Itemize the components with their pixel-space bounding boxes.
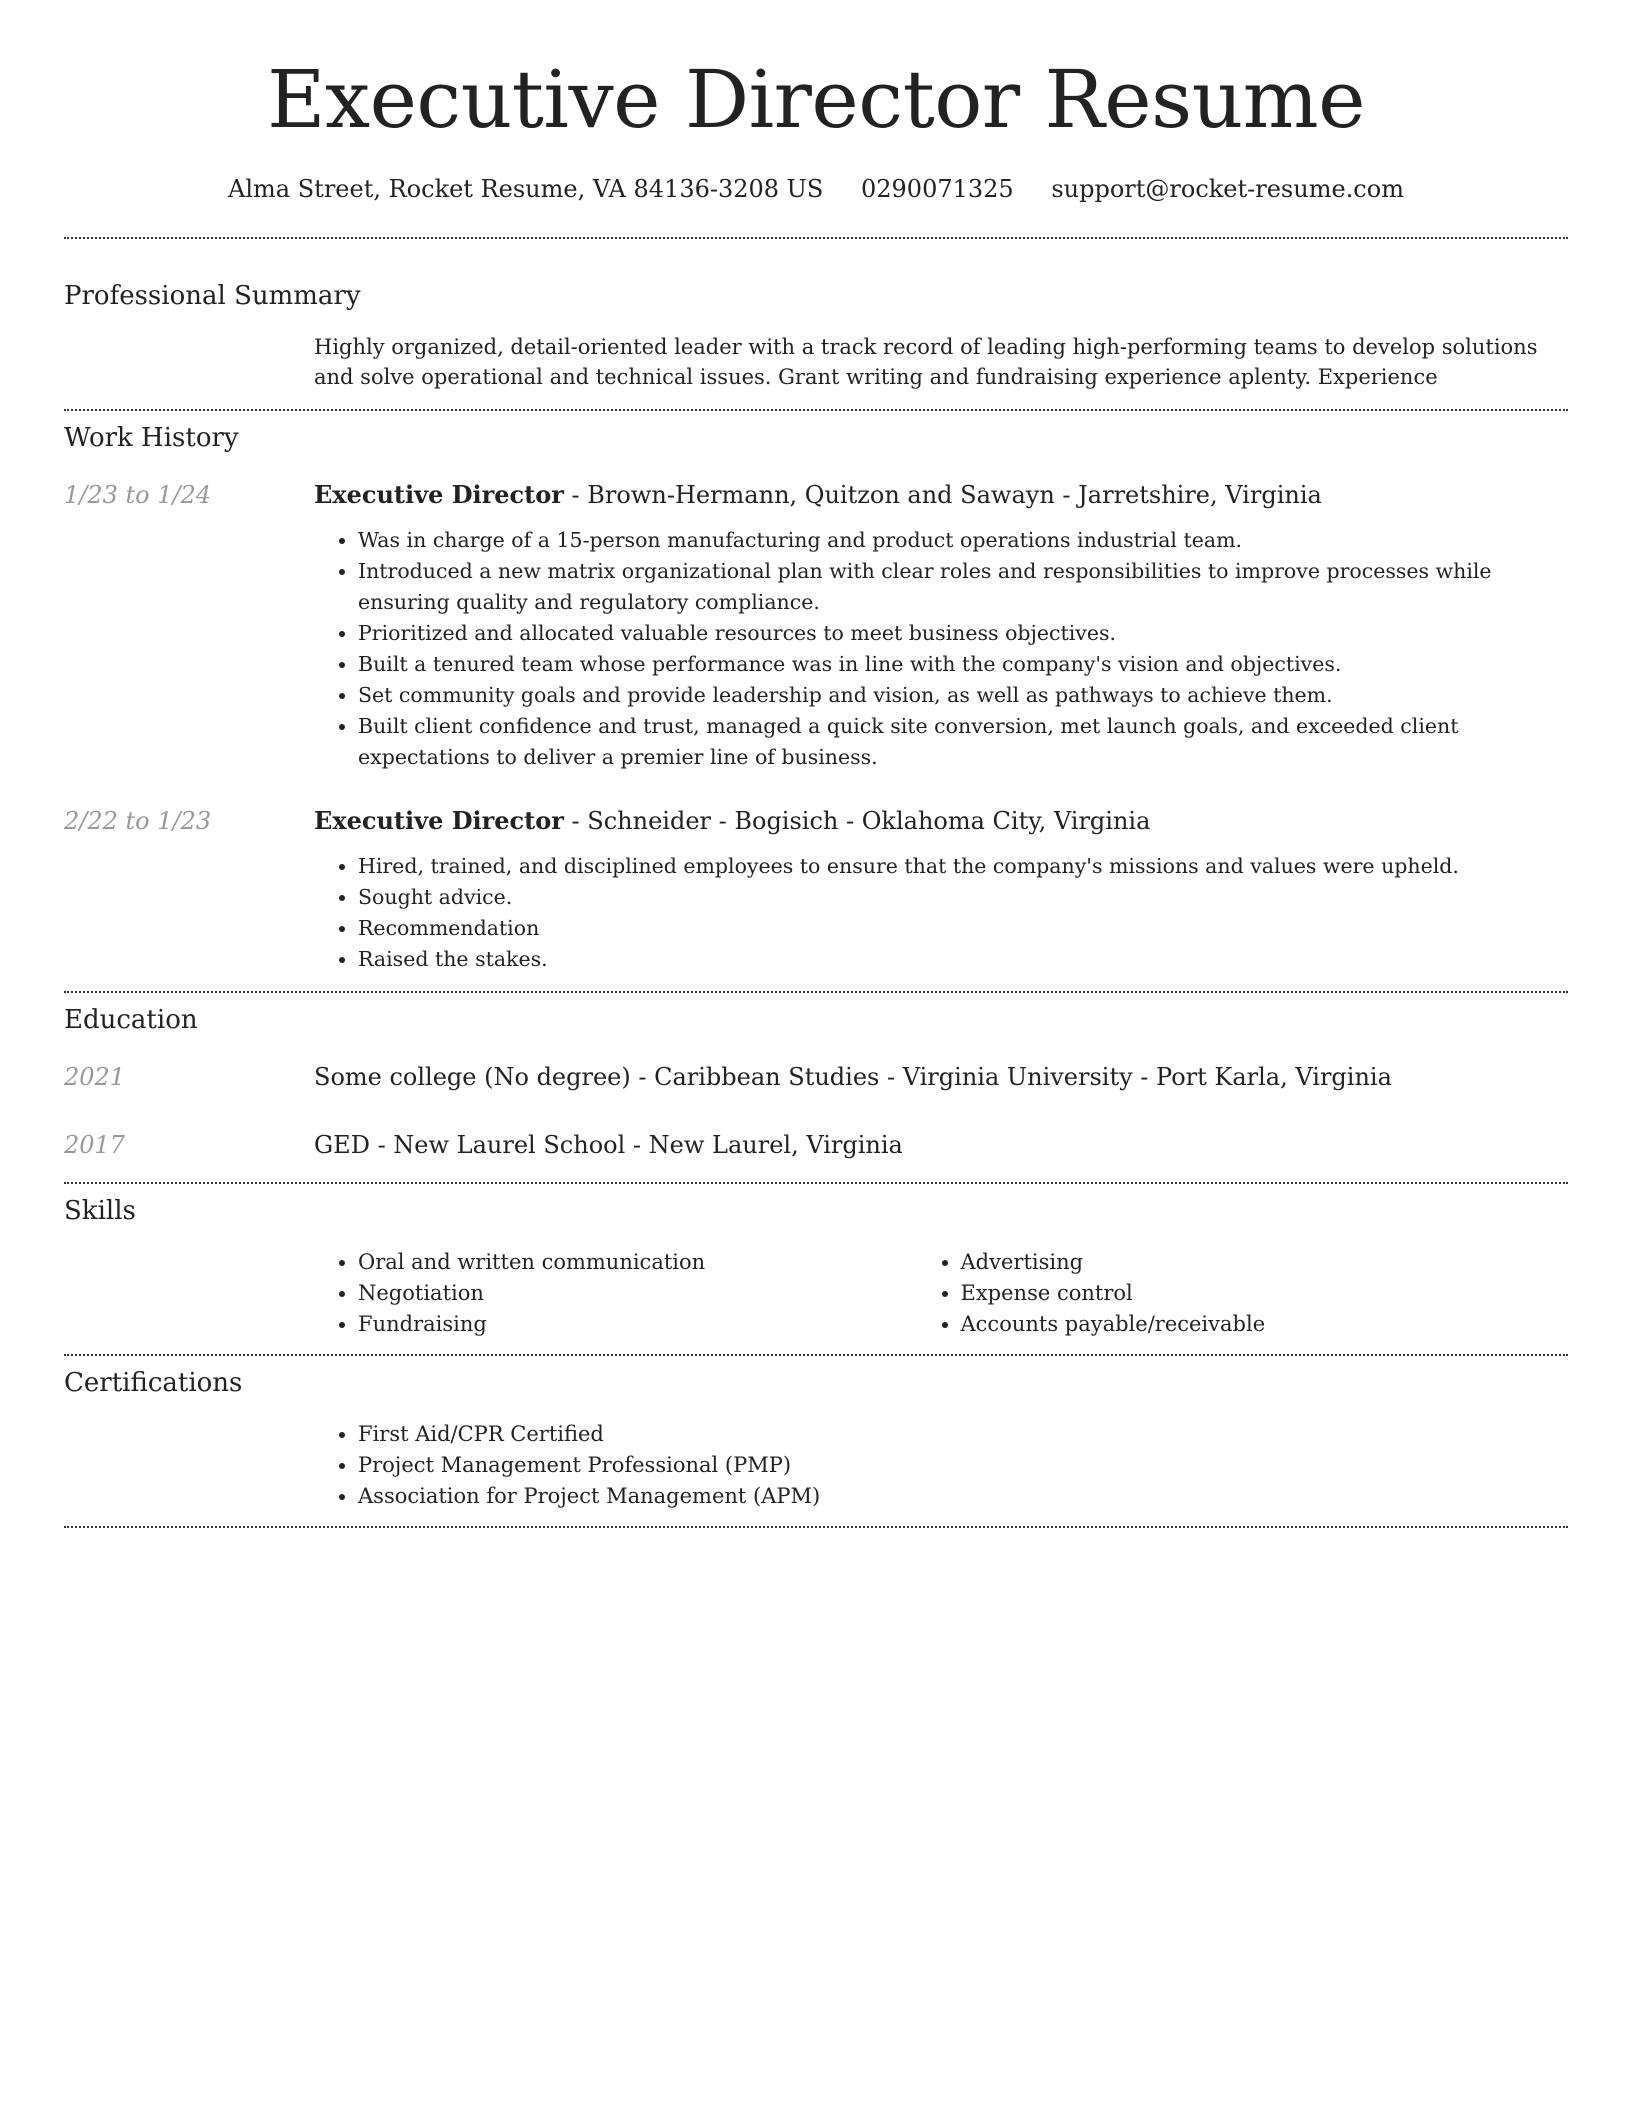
skills-column-left bbox=[314, 1247, 917, 1340]
section-divider bbox=[64, 409, 1568, 411]
list-item: • Sought advice. bbox=[358, 882, 1568, 913]
section-divider bbox=[64, 1354, 1568, 1356]
job-role: Executive Director bbox=[314, 806, 564, 835]
job-dates: 2/22 to 1/23 bbox=[64, 807, 212, 835]
education-year: 2021 bbox=[64, 1063, 126, 1091]
job-details: - Brown-Hermann, Quitzon and Sawayn - Jarretshire, Virginia bbox=[563, 481, 1322, 509]
job-bullets bbox=[314, 525, 1568, 773]
certifications-column bbox=[314, 1419, 928, 1512]
job-entry bbox=[64, 479, 1568, 773]
job-entry bbox=[64, 805, 1568, 975]
job-body bbox=[314, 805, 1568, 975]
job-body bbox=[314, 479, 1568, 773]
section-divider bbox=[64, 237, 1568, 239]
resume-page bbox=[64, 0, 1568, 1528]
certifications-heading: Certifications bbox=[64, 1368, 243, 1398]
list-item: • Fundraising bbox=[358, 1309, 917, 1340]
list-item: • Recommendation bbox=[358, 913, 1568, 944]
list-item: • Built client confidence and trust, managed a quick site conversion, met launch goals, and exceeded client expectations to deliver a premier line of business. bbox=[358, 711, 1568, 773]
job-title bbox=[314, 479, 1568, 511]
list-item: • Project Management Professional (PMP) bbox=[358, 1450, 928, 1481]
list-item: • Built a tenured team whose performance was in line with the company's vision and objectives. bbox=[358, 649, 1568, 680]
list-item: • Was in charge of a 15-person manufacturing and product operations industrial team. bbox=[358, 525, 1568, 556]
contact-address: Alma Street, Rocket Resume, VA 84136-3208 US bbox=[228, 175, 824, 203]
education-text: GED - New Laurel School - New Laurel, Virginia bbox=[314, 1131, 903, 1159]
skills-heading: Skills bbox=[64, 1196, 136, 1226]
contact-phone: 0290071325 bbox=[860, 175, 1014, 203]
education-year: 2017 bbox=[64, 1131, 126, 1159]
education-entry bbox=[64, 1129, 1568, 1161]
summary-heading: Professional Summary bbox=[64, 281, 361, 311]
education-text: Some college (No degree) - Caribbean Studies - Virginia University - Port Karla, Virginia bbox=[314, 1063, 1392, 1091]
education-heading: Education bbox=[64, 1005, 198, 1035]
list-item: • Accounts payable/receivable bbox=[961, 1309, 1569, 1340]
list-item: • Introduced a new matrix organizational plan with clear roles and responsibilities to improve processes while ensuring quality and regulatory compliance. bbox=[358, 556, 1568, 618]
skills-column-right bbox=[917, 1247, 1569, 1340]
job-dates: 1/23 to 1/24 bbox=[64, 481, 212, 509]
job-details: - Schneider - Bogisich - Oklahoma City, Virginia bbox=[563, 807, 1151, 835]
list-item: • Set community goals and provide leadership and vision, as well as pathways to achieve them. bbox=[358, 680, 1568, 711]
section-divider bbox=[64, 991, 1568, 993]
summary-text: Highly organized, detail-oriented leader with a track record of leading high-performing teams to develop solutions and solve operational and technical issues. Grant writing and fundraising experience aplenty. Experience bbox=[314, 335, 1538, 389]
list-item: • Advertising bbox=[961, 1247, 1569, 1278]
section-divider bbox=[64, 1182, 1568, 1184]
certifications-list bbox=[314, 1419, 1568, 1512]
list-item: • Raised the stakes. bbox=[358, 944, 1568, 975]
list-item: • Negotiation bbox=[358, 1278, 917, 1309]
job-title bbox=[314, 805, 1568, 837]
job-role: Executive Director bbox=[314, 480, 564, 509]
resume-title: Executive Director Resume bbox=[267, 53, 1365, 146]
education-entry bbox=[64, 1061, 1568, 1093]
contact-email: support@rocket-resume.com bbox=[1051, 175, 1404, 203]
contact-line bbox=[64, 174, 1568, 204]
job-bullets bbox=[314, 851, 1568, 975]
list-item: • Expense control bbox=[961, 1278, 1569, 1309]
section-divider bbox=[64, 1526, 1568, 1528]
list-item: • Prioritized and allocated valuable resources to meet business objectives. bbox=[358, 618, 1568, 649]
list-item: • Association for Project Management (APM) bbox=[358, 1481, 928, 1512]
list-item: • First Aid/CPR Certified bbox=[358, 1419, 928, 1450]
work-history-heading: Work History bbox=[64, 423, 239, 453]
skills-list bbox=[314, 1247, 1568, 1340]
list-item: • Oral and written communication bbox=[358, 1247, 917, 1278]
list-item: • Hired, trained, and disciplined employees to ensure that the company's missions and values were upheld. bbox=[358, 851, 1568, 882]
